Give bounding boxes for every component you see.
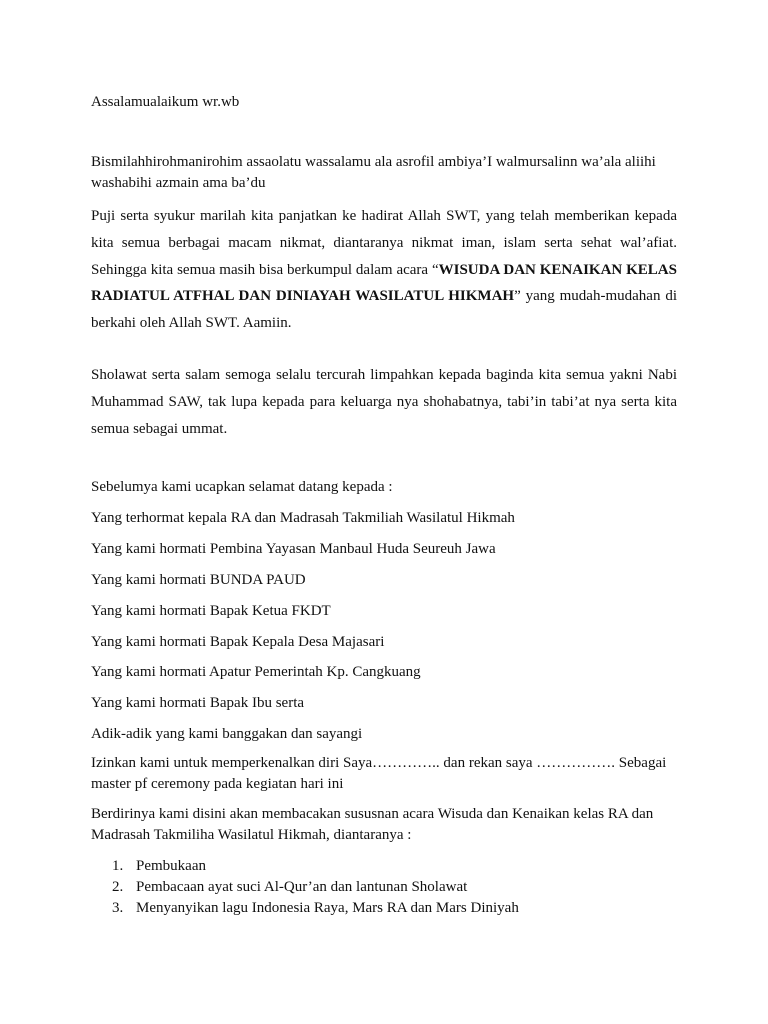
greeting-line: Yang kami hormati Bapak Ketua FKDT (91, 603, 331, 619)
greeting-line: Yang kami hormati Apatur Pemerintah Kp. Cangkuang (91, 664, 421, 680)
agenda-item (91, 856, 677, 877)
bismillah-paragraph: Bismilahhirohmanirohim assaolatu wassalamu ala asrofil ambiya’I walmursalinn wa’ala aliihi washabihi azmain ama ba’du (91, 154, 656, 191)
mc-introduction: Izinkan kami untuk memperkenalkan diri Saya………….. dan rekan saya ……………. Sebagai master pf ceremony pada kegiatan hari ini (91, 755, 667, 792)
agenda-number: 3. (112, 900, 124, 916)
agenda-text: Pembukaan (136, 858, 206, 874)
agenda-list (91, 856, 677, 919)
greeting-line: Yang kami hormati Pembina Yayasan Manbaul Huda Seureuh Jawa (91, 541, 496, 557)
agenda-intro: Berdirinya kami disini akan membacakan sususnan acara Wisuda dan Kenaikan kelas RA dan Madrasah Takmiliha Wasilatul Hikmah, diantaranya : (91, 806, 654, 843)
agenda-text: Menyanyikan lagu Indonesia Raya, Mars RA dan Mars Diniyah (136, 900, 519, 916)
praise-text: Puji serta syukur marilah kita panjatkan ke hadirat Allah SWT, yang telah memberikan kepada kita semua berbagai macam nikmat, diantaranya nikmat iman, islam serta sehat wal’afiat. Sehingga kita semua masih bisa berkumpul dalam acara “ (91, 208, 677, 278)
agenda-number: 2. (112, 879, 124, 895)
agenda-text: Pembacaan ayat suci Al-Qur’an dan lantunan Sholawat (136, 879, 468, 895)
event-title: WISUDA DAN KENAIKAN KELAS RADIATUL ATFHAL DAN DINIAYAH WASILATUL HIKMAH (91, 261, 677, 305)
welcome-intro: Sebelumya kami ucapkan selamat datang kepada : (91, 479, 393, 495)
praise-paragraph (91, 203, 677, 337)
sholawat-paragraph: Sholawat serta salam semoga selalu tercurah limpahkan kepada baginda kita semua yakni Nabi Muhammad SAW, tak lupa kepada para keluarga nya shohabatnya, tabi’in tabi’at nya serta kita semua sebagai ummat. (91, 367, 677, 437)
praise-text-end: ” yang mudah-mudahan di berkahi oleh Allah SWT. Aamiin. (91, 288, 677, 332)
greeting-line: Yang kami hormati Bapak Kepala Desa Majasari (91, 634, 385, 650)
greeting-line: Yang terhormat kepala RA dan Madrasah Takmiliah Wasilatul Hikmah (91, 510, 515, 526)
opening-greeting: Assalamualaikum wr.wb (91, 94, 240, 110)
greeting-line: Adik-adik yang kami banggakan dan sayangi (91, 726, 363, 742)
agenda-number: 1. (112, 858, 124, 874)
agenda-item (91, 877, 677, 898)
greeting-line: Yang kami hormati Bapak Ibu serta (91, 695, 305, 711)
agenda-item (91, 898, 677, 919)
greeting-line: Yang kami hormati BUNDA PAUD (91, 572, 306, 588)
